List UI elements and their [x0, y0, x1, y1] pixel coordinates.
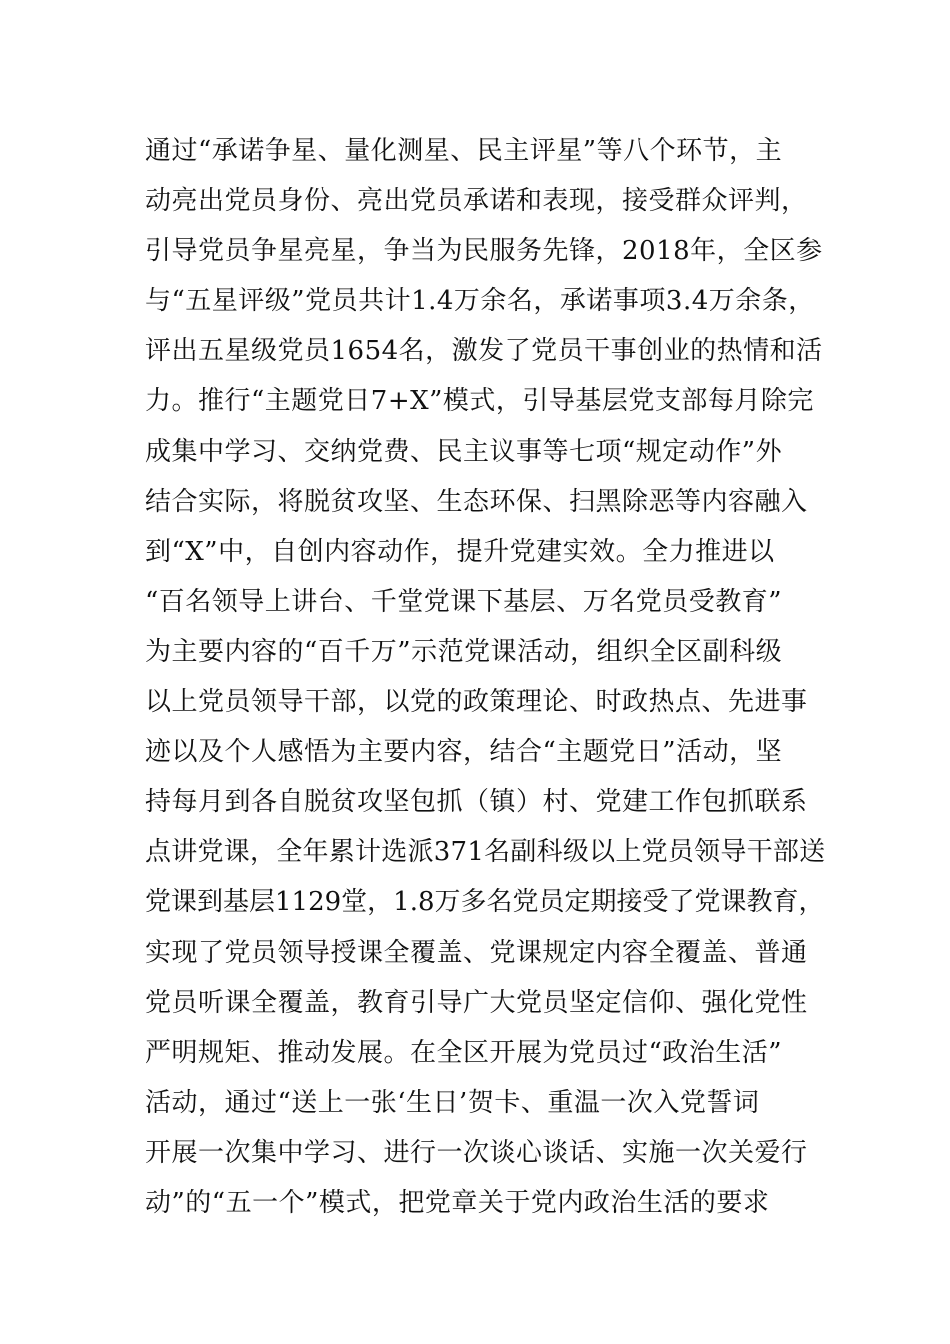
text-line: 通过“承诺争星、量化测星、民主评星”等八个环节，主: [145, 136, 783, 166]
text-line: 开展一次集中学习、进行一次谈心谈话、实施一次关爱行: [145, 1137, 808, 1168]
text-line: 持每月到各自脱贫攻坚包抓（镇）村、党建工作包抓联系: [145, 787, 808, 818]
text-line: 党员听课全覆盖，教育引导广大党员坚定信仰、强化党性: [145, 987, 808, 1018]
text-line: 为主要内容的“百千万”示范党课活动，组织全区副科级: [145, 636, 783, 667]
text-line: 严明规矩、推动发展。在全区开展为党员过“政治生活”: [145, 1037, 783, 1068]
text-line: 与“五星评级”党员共计1.4万余名，承诺事项3.4万余条，: [145, 286, 815, 317]
text-line: 点讲党课，全年累计选派371名副科级以上党员领导干部送: [145, 837, 826, 868]
text-line: 结合实际，将脱贫攻坚、生态环保、扫黑除恶等内容融入: [145, 486, 808, 517]
text-line: 成集中学习、交纳党费、民主议事等七项“规定动作”外: [145, 436, 783, 467]
text-line: 迹以及个人感悟为主要内容，结合“主题党日”活动，坚: [145, 737, 783, 768]
text-line: 以上党员领导干部，以党的政策理论、时政热点、先进事: [145, 687, 808, 718]
text-line: 实现了党员领导授课全覆盖、党课规定内容全覆盖、普通: [145, 937, 808, 968]
text-line: 到“X”中，自创内容动作，提升党建实效。全力推进以: [145, 536, 775, 567]
text-line: 评出五星级党员1654名，激发了党员干事创业的热情和活: [145, 336, 823, 367]
text-line: 党课到基层1129堂，1.8万多名党员定期接受了党课教育，: [145, 887, 825, 918]
text-line: 活动，通过“送上一张‘生日’贺卡、重温一次入党誓词: [145, 1087, 760, 1118]
text-line: 动亮出党员身份、亮出党员承诺和表现，接受群众评判，: [145, 186, 808, 217]
body-paragraph: [145, 126, 825, 1228]
text-line: “百名领导上讲台、千堂党课下基层、万名党员受教育”: [145, 586, 783, 617]
text-line: 力。推行“主题党日7+X”模式，引导基层党支部每月除完: [145, 386, 814, 417]
text-line: 引导党员争星亮星，争当为民服务先锋，2018年，全区参: [145, 236, 823, 267]
text-line: 动”的“五一个”模式，把党章关于党内政治生活的要求: [145, 1187, 770, 1218]
